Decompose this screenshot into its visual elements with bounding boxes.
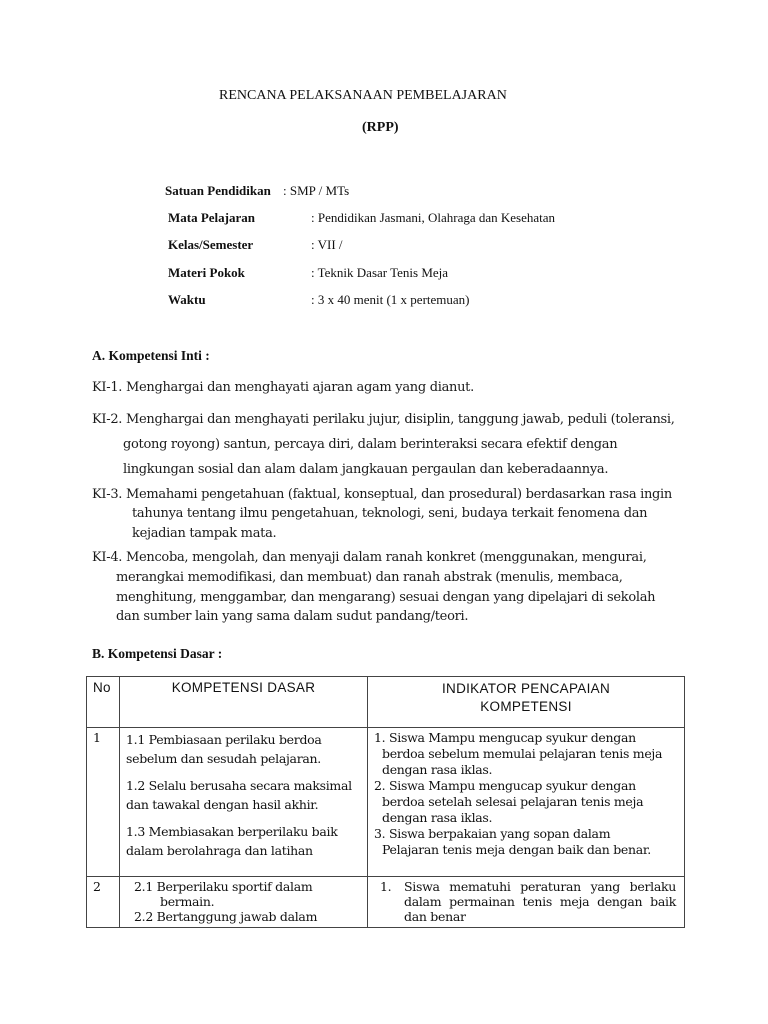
ki2-line1: KI-2. Menghargai dan menghayati perilaku jujur, disiplin, tanggung jawab, peduli (toleransi,	[92, 412, 675, 427]
satuan-value: : SMP / MTs	[283, 183, 350, 198]
row1-kd3-line2: dalam berolahraga dan latihan	[126, 843, 313, 858]
mapel-label: Mata Pelajaran	[168, 210, 256, 225]
row2-kd	[120, 877, 368, 928]
kelas-label: Kelas/Semester	[168, 237, 254, 252]
header-indikator-line1: INDIKATOR PENCAPAIAN	[441, 681, 611, 696]
row1-indikator	[368, 728, 685, 877]
row1-kd	[120, 728, 368, 877]
row1-kd1-line1: 1.1 Pembiasaan perilaku berdoa	[126, 732, 322, 747]
materi-label: Materi Pokok	[168, 265, 245, 280]
waktu-value: : 3 x 40 menit (1 x pertemuan)	[311, 292, 470, 307]
row2-ind1-number: 1.	[380, 879, 392, 894]
kompetensi-dasar-table	[86, 676, 685, 928]
row2-kd1-line1: 2.1 Berperilaku sportif dalam	[134, 879, 313, 894]
ki3-line3: kejadian tampak mata.	[132, 526, 277, 541]
kelas-value: : VII /	[311, 237, 343, 252]
row1-ind2-line1: 2. Siswa Mampu mengucap syukur dengan	[374, 778, 636, 793]
ki4-line3: menghitung, menggambar, dan mengarang) sesuai dengan yang dipelajari di sekolah	[116, 590, 656, 605]
header-no-text: No	[93, 680, 111, 695]
ki3-line1: KI-3. Memahami pengetahuan (faktual, konseptual, dan prosedural) berdasarkan rasa ingin	[92, 487, 672, 502]
document-title: RENCANA PELAKSANAAN PEMBELAJARAN	[219, 88, 507, 103]
mapel-value: : Pendidikan Jasmani, Olahraga dan Kesehatan	[311, 210, 556, 225]
row1-ind3-line1: 3. Siswa berpakaian yang sopan dalam	[374, 826, 611, 841]
header-kd-text: KOMPETENSI DASAR	[171, 680, 316, 695]
materi-value: : Teknik Dasar Tenis Meja	[311, 265, 449, 280]
ki4-line2: merangkai memodifikasi, dan membuat) dan ranah abstrak (menulis, membaca,	[116, 570, 623, 585]
row2-indikator	[368, 877, 685, 928]
row1-kd2-line1: 1.2 Selalu berusaha secara maksimal	[126, 778, 352, 793]
header-no	[87, 677, 120, 728]
row1-ind1-line1: 1. Siswa Mampu mengucap syukur dengan	[374, 730, 636, 745]
row2-kd1-line2: bermain.	[160, 894, 215, 909]
row2-no-text: 2	[93, 879, 101, 894]
ki4-line1: KI-4. Mencoba, mengolah, dan menyaji dalam ranah konkret (menggunakan, mengurai,	[92, 550, 647, 565]
row1-ind1-line3: dengan rasa iklas.	[382, 762, 493, 777]
section-a-heading: A. Kompetensi Inti :	[92, 348, 210, 363]
header-kompetensi-dasar	[120, 677, 368, 728]
satuan-label: Satuan Pendidikan	[165, 183, 271, 198]
row2-ind1-line3: dan benar	[404, 909, 466, 924]
header-indikator-line2: KOMPETENSI	[480, 699, 572, 714]
row1-kd1-line2: sebelum dan sesudah pelajaran.	[126, 751, 321, 766]
table-row	[87, 728, 685, 877]
row2-ind1-line2: dalam permainan tenis meja dengan baik	[404, 894, 676, 909]
ki1-text: KI-1. Menghargai dan menghayati ajaran agam yang dianut.	[92, 380, 474, 395]
row1-ind2-line2: berdoa setelah selesai pelajaran tenis meja	[382, 794, 644, 809]
table-header-row	[87, 677, 685, 728]
waktu-label: Waktu	[168, 292, 206, 307]
row1-ind2-line3: dengan rasa iklas.	[382, 810, 493, 825]
ki3-line2: tahunya tentang ilmu pengetahuan, teknologi, seni, budaya terkait fenomena dan	[132, 506, 648, 521]
header-indikator	[368, 677, 685, 728]
row2-ind1-line1: Siswa mematuhi peraturan yang berlaku	[404, 879, 676, 894]
row2-no	[87, 877, 120, 928]
ki2-line3: lingkungan sosial dan alam dalam jangkauan pergaulan dan keberadaannya.	[123, 462, 609, 477]
row1-no-text: 1	[93, 730, 101, 745]
row1-kd3-line1: 1.3 Membiasakan berperilaku baik	[126, 824, 338, 839]
row1-ind3-line2: Pelajaran tenis meja dengan baik dan benar.	[382, 842, 651, 857]
row1-no	[87, 728, 120, 877]
row2-kd2-line1: 2.2 Bertanggung jawab dalam	[134, 909, 318, 924]
row1-kd2-line2: dan tawakal dengan hasil akhir.	[126, 797, 319, 812]
ki4-line4: dan sumber lain yang sama dalam sudut pandang/teori.	[116, 609, 469, 624]
table-row	[87, 877, 685, 928]
ki2-line2: gotong royong) santun, percaya diri, dalam berinteraksi secara efektif dengan	[123, 437, 618, 452]
row1-ind1-line2: berdoa sebelum memulai pelajaran tenis meja	[382, 746, 663, 761]
section-b-heading: B. Kompetensi Dasar :	[92, 646, 223, 661]
document-subtitle: (RPP)	[362, 120, 399, 135]
